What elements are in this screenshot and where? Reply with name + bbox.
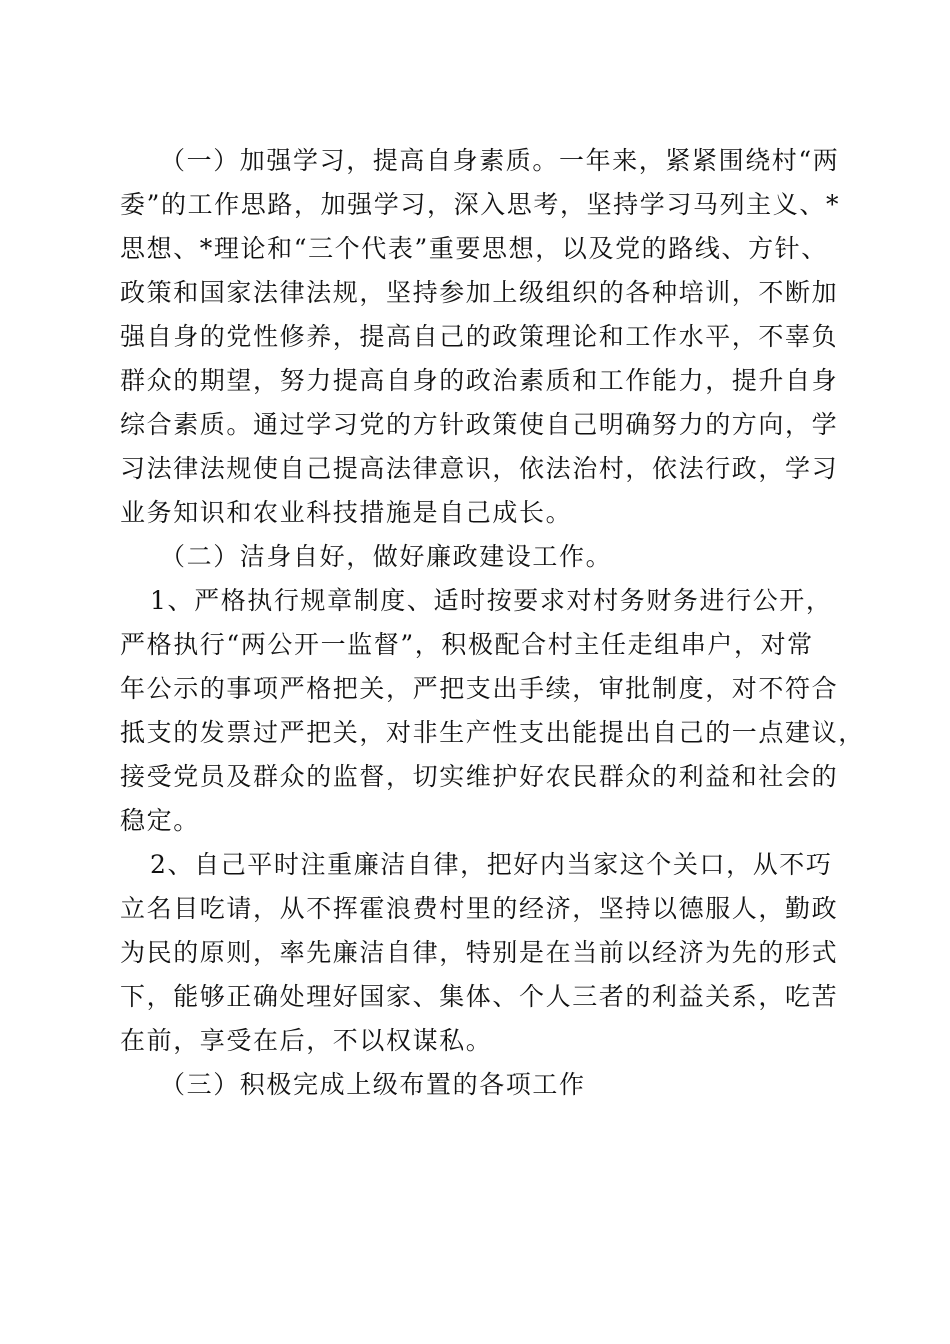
body-line: 立名目吃请，从不挥霍浪费村里的经济，坚持以德服人，勤政 (120, 894, 839, 923)
body-line: 下，能够正确处理好国家、集体、个人三者的利益关系，吃苦 (120, 982, 839, 1011)
body-line: 严格执行“两公开一监督”，积极配合村主任走组串户，对常 (120, 630, 814, 659)
section-2-heading: （二）洁身自好，做好廉政建设工作。 (160, 542, 613, 571)
section-3-heading: （三）积极完成上级布置的各项工作 (160, 1070, 586, 1099)
body-line: 为民的原则，率先廉洁自律，特别是在当前以经济为先的形式 (120, 938, 839, 967)
body-line: 群众的期望，努力提高自身的政治素质和工作能力，提升自身 (120, 366, 839, 395)
body-line: 在前，享受在后，不以权谋私。 (120, 1026, 493, 1055)
body-line: 接受党员及群众的监督，切实维护好农民群众的利益和社会的 (120, 762, 839, 791)
item-1-first-line: 1、严格执行规章制度、适时按要求对村务财务进行公开， (150, 586, 833, 615)
body-line: 抵支的发票过严把关，对非生产性支出能提出自己的一点建议， (120, 718, 865, 747)
body-line: 年公示的事项严格把关，严把支出手续，审批制度，对不符合 (120, 674, 839, 703)
body-line: 强自身的党性修养，提高自己的政策理论和工作水平，不辜负 (120, 322, 839, 351)
body-line: 政策和国家法律法规，坚持参加上级组织的各种培训，不断加 (120, 278, 839, 307)
body-line: 综合素质。通过学习党的方针政策使自己明确努力的方向，学 (120, 410, 839, 439)
body-line: 委”的工作思路，加强学习，深入思考，坚持学习马列主义、* (120, 190, 841, 219)
body-line: 思想、*理论和“三个代表”重要思想，以及党的路线、方针、 (120, 234, 828, 263)
body-line: 稳定。 (120, 806, 200, 835)
section-1-heading-line: （一）加强学习，提高自身素质。一年来，紧紧围绕村“两 (160, 146, 840, 175)
body-line: 业务知识和农业科技措施是自己成长。 (120, 498, 573, 527)
item-2-first-line: 2、自己平时注重廉洁自律，把好内当家这个关口，从不巧 (150, 850, 833, 879)
body-line: 习法律法规使自己提高法律意识，依法治村，依法行政，学习 (120, 454, 839, 483)
